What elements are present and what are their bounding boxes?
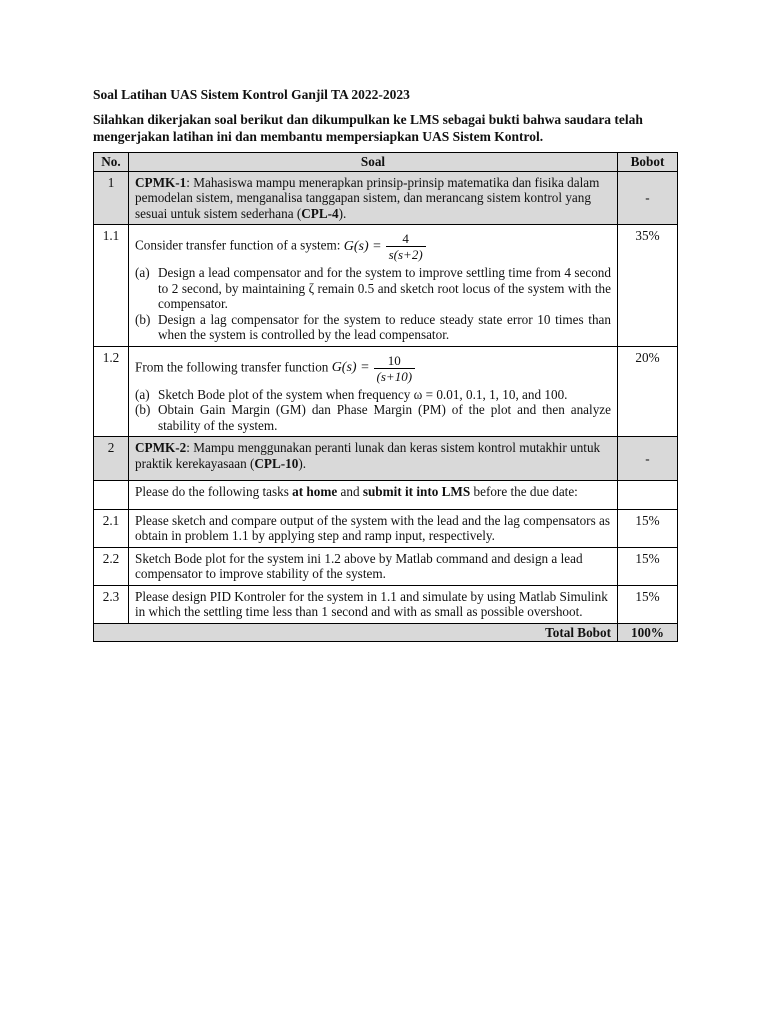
instruction-text: Silahkan dikerjakan soal berikut dan dikumpulkan ke LMS sebagai bukti bahwa saudara telah mengerjakan latihan ini dan membantu mempersiapkan UAS Sistem Kontrol. <box>93 112 643 144</box>
q2-2-text: Sketch Bode plot for the system ini 1.2 above by Matlab command and design a lead compensator to improve stability of the system. <box>129 547 618 585</box>
total-label: Total Bobot <box>94 623 618 642</box>
list-item: (a) Sketch Bode plot of the system when frequency ω = 0.01, 0.1, 1, 10, and 100. <box>135 386 568 402</box>
q1-2-eq-denominator: (s+10) <box>374 368 416 384</box>
list-item: (b) Obtain Gain Margin (GM) dan Phase Margin (PM) of the plot and then analyze stability of the system. <box>135 402 611 433</box>
row-bobot: - <box>618 437 678 481</box>
row-bobot: 15% <box>618 547 678 585</box>
cpl10-label: CPL-10 <box>254 455 299 471</box>
q1-1-equation: G(s) = $\frac{4}{s(s+2)}$ <box>344 231 426 262</box>
cpmk1-description: CPMK-1: Mahasiswa mampu menerapkan prinsip-prinsip matematika dan fisika dalam pemodelan sistem, menganalisa tanggapan sistem, dan merancang sistem kontrol yang sesuai untuk sistem sederhana (CPL-4). <box>129 171 618 225</box>
table-row-q1-2 <box>94 346 678 437</box>
header-no: No. <box>94 153 129 172</box>
q1-2-eq-numerator: 10 <box>387 352 401 368</box>
row-bobot: - <box>618 171 678 225</box>
row-number: 2.3 <box>94 585 129 623</box>
q1-1-eq-denominator: s(s+2) <box>386 246 426 262</box>
q1-2-equation: G(s) = $\frac{10}{(s+10)}$ <box>332 353 415 384</box>
q1-1-intro: Consider transfer function of a system: <box>135 237 341 253</box>
list-item: (a) Design a lead compensator and for the system to improve settling time from 4 second to 2 second, by maintaining ζ remain 0.5 and sketch root locus of the system with the compensator. <box>135 265 611 311</box>
header-bobot: Bobot <box>618 153 678 172</box>
table-row-tasks-intro <box>94 481 678 510</box>
table-header-row <box>94 153 678 172</box>
q1-1-content <box>129 225 618 347</box>
row-bobot: 20% <box>618 346 678 437</box>
cpmk1-label: CPMK-1 <box>135 174 187 190</box>
table-row-cpmk1 <box>94 171 678 225</box>
row-bobot: 15% <box>618 509 678 547</box>
row-number: 2.1 <box>94 509 129 547</box>
cpmk2-description: CPMK-2: Mampu menggunakan peranti lunak dan keras sistem kontrol mutakhir untuk praktik kerekayasaan (CPL-10). <box>129 437 618 481</box>
row-bobot: 35% <box>618 225 678 347</box>
row-number: 1.1 <box>94 225 129 347</box>
q2-1-text: Please sketch and compare output of the system with the lead and the lag compensators as obtain in problem 1.1 by applying step and ramp input, respectively. <box>129 509 618 547</box>
tasks-intro-text: Please do the following tasks at home and submit it into LMS before the due date: <box>129 481 618 510</box>
table-row-q1-1 <box>94 225 678 347</box>
table-row-q2-3 <box>94 585 678 623</box>
row-number: 2 <box>94 437 129 481</box>
table-row-q2-1 <box>94 509 678 547</box>
q1-1-eq-numerator: 4 <box>402 231 409 246</box>
row-bobot: 15% <box>618 585 678 623</box>
q2-3-text: Please design PID Kontroler for the system in 1.1 and simulate by using Matlab Simulink in which the settling time less than 1 second and with as small as possible overshoot. <box>129 585 618 623</box>
cpl4-label: CPL-4 <box>301 205 339 221</box>
table-row-cpmk2 <box>94 437 678 481</box>
document-page <box>93 86 677 642</box>
row-number: 1.2 <box>94 346 129 437</box>
row-number: 2.2 <box>94 547 129 585</box>
document-title: Soal Latihan UAS Sistem Kontrol Ganjil TA 2022-2023 <box>93 87 410 102</box>
table-row-total <box>94 623 678 642</box>
list-item: (b) Design a lag compensator for the system to reduce steady state error 10 times than when the system is controlled by the lead compensator. <box>135 311 611 342</box>
q1-2-content <box>129 346 618 437</box>
questions-table <box>93 152 678 642</box>
total-value: 100% <box>618 623 678 642</box>
q1-2-intro: From the following transfer function <box>135 359 329 375</box>
row-number: 1 <box>94 171 129 225</box>
cpmk2-label: CPMK-2 <box>135 440 187 455</box>
table-row-q2-2 <box>94 547 678 585</box>
header-soal: Soal <box>129 153 618 172</box>
